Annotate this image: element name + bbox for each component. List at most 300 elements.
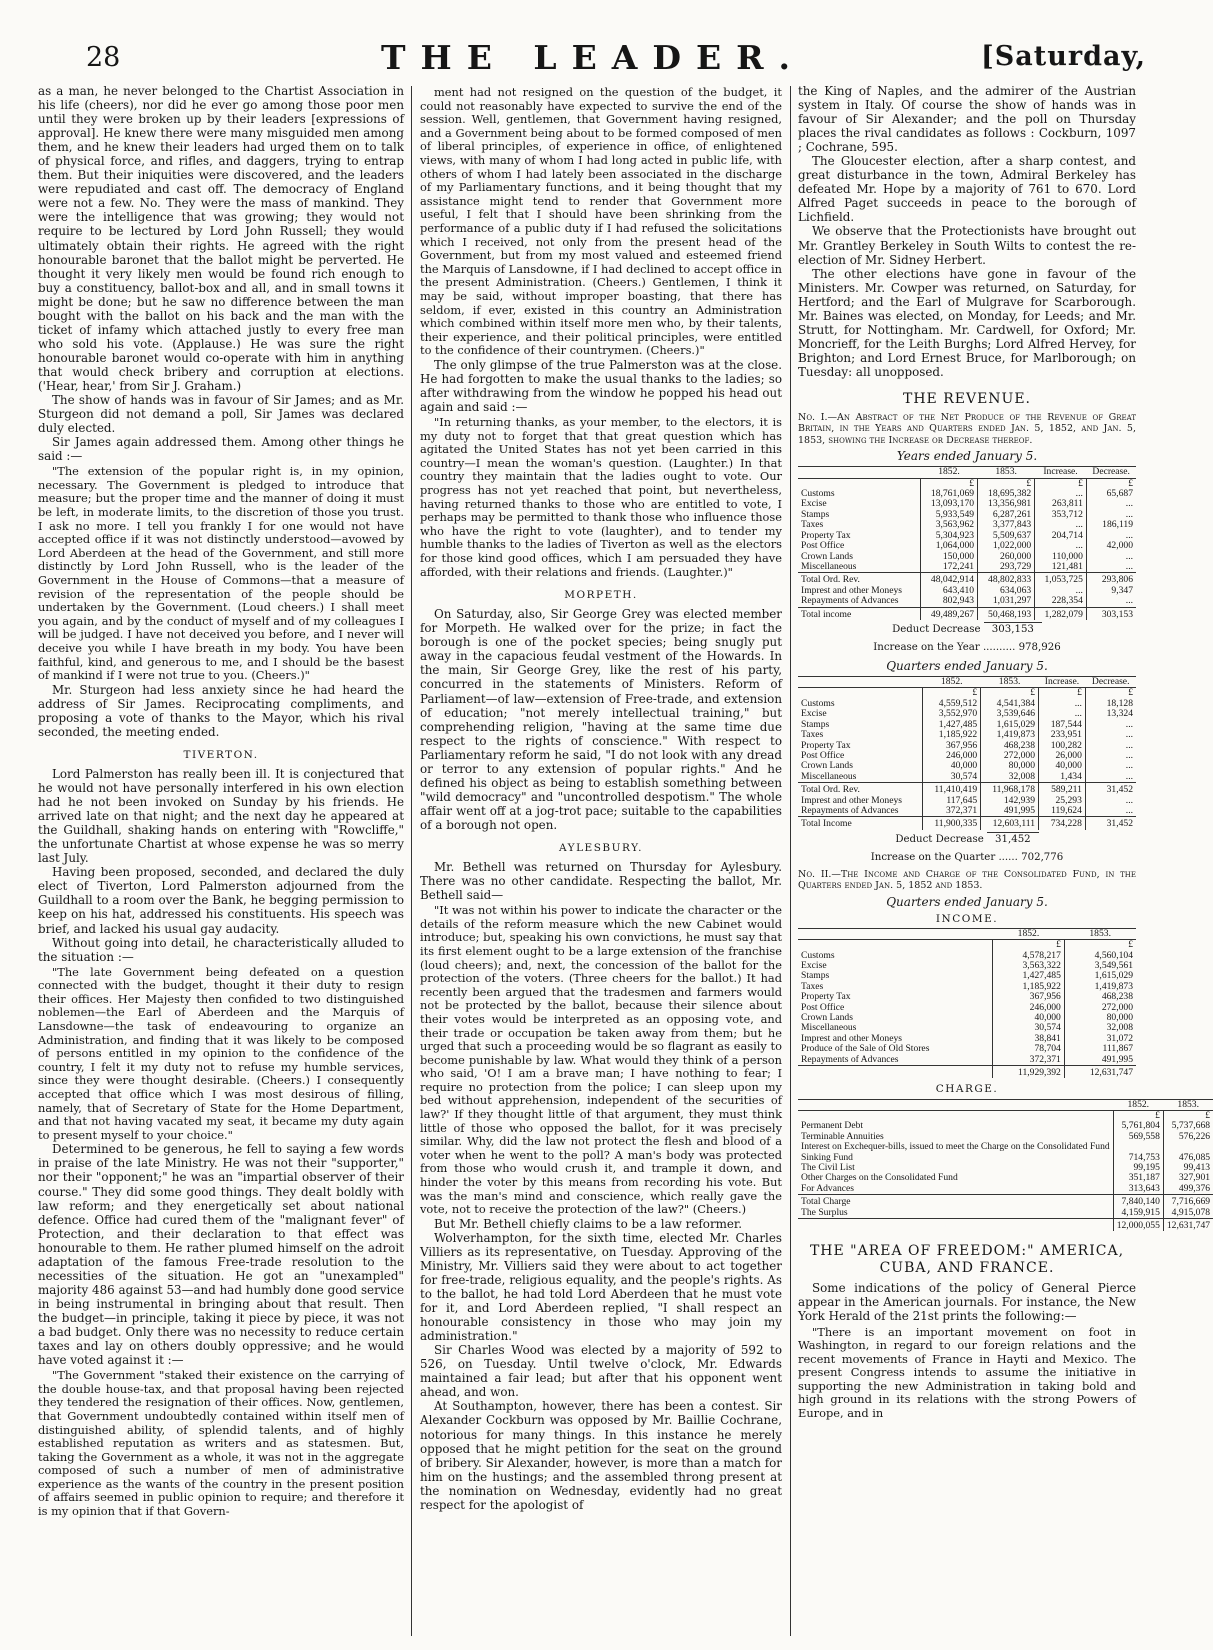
row-value: £ — [978, 478, 1035, 489]
paragraph: The show of hands was in favour of Sir James; and as Mr. Sturgeon did not demand a poll, Sir James was declared duly elected. — [38, 393, 404, 436]
row-value: 1,185,922 — [923, 730, 981, 740]
row-value: ... — [1035, 586, 1087, 596]
label: Increase on the Quarter — [870, 851, 996, 863]
row-value: 303,153 — [1086, 607, 1136, 620]
row-value: ... — [1085, 806, 1136, 817]
row-value: 40,000 — [1039, 761, 1086, 771]
table-row — [798, 562, 1136, 573]
row-value: 150,000 — [920, 552, 977, 562]
header-cell: 1853. — [978, 467, 1035, 478]
row-value: 5,761,804 — [1113, 1121, 1163, 1131]
table-row — [798, 992, 1136, 1002]
revenue-quarters-table — [798, 676, 1136, 830]
row-value: £ — [1113, 1110, 1163, 1121]
row-value — [1113, 1142, 1163, 1152]
row-value: 1,434 — [1039, 772, 1086, 783]
row-value: 31,452 — [1085, 817, 1136, 830]
row-value: 204,714 — [1035, 531, 1087, 541]
row-value: 499,376 — [1163, 1184, 1213, 1195]
header-cell: Increase. — [1035, 467, 1087, 478]
row-value: ... — [1086, 562, 1136, 573]
header-cell — [798, 1099, 1113, 1110]
masthead-day: [Saturday, — [981, 41, 1146, 72]
row-value: 372,371 — [923, 806, 981, 817]
paragraph: Without going into detail, he characteristically alluded to the situation :— — [38, 935, 404, 964]
row-value: £ — [981, 688, 1039, 699]
increase-line: Increase on the Year .......... 978,926 — [873, 641, 1061, 653]
label: Deduct Decrease — [892, 623, 981, 635]
row-label: Total Charge — [798, 1195, 1113, 1208]
table-row — [798, 1218, 1213, 1231]
row-value: £ — [1064, 940, 1136, 951]
row-value: 65,687 — [1086, 489, 1136, 499]
row-value: 11,410,419 — [923, 783, 981, 796]
paragraph: The only glimpse of the true Palmerston was at the close. He had forgotten to make the usual thanks to the ladies; so after withdrawing from the window he popped his head out again and said :— — [420, 357, 782, 415]
column-rule — [790, 86, 791, 1636]
row-label: Property Tax — [801, 739, 851, 751]
row-value: 80,000 — [1064, 1013, 1136, 1023]
row-label: Customs — [801, 697, 835, 709]
income-heading: INCOME. — [935, 912, 999, 925]
quotation: "There is an important movement on foot in Washington, in regard to our foreign relations and the recent movements of France in Hayti and Mexico. The present Congress intends to assume the initiative in supporting the new Administration in taking bold and high ground in its relations with the strong Powers of Europe, and in — [798, 1324, 1136, 1421]
paragraph: Some indications of the policy of General Pierce appear in the American journals. For instance, the New York Herald of the 21st prints the following:— — [798, 1281, 1136, 1324]
row-value: 25,293 — [1039, 796, 1086, 806]
row-value: 3,563,962 — [920, 520, 977, 530]
increase-line: Increase on the Quarter ...... 702,776 — [870, 851, 1064, 863]
header-cell: Increase. — [1039, 677, 1086, 688]
row-label: Post Office — [801, 1001, 845, 1013]
row-value: 13,356,981 — [978, 499, 1035, 509]
row-label: Sinking Fund — [801, 1151, 853, 1163]
table-row — [798, 1184, 1213, 1195]
masthead-title: THE LEADER. — [380, 38, 806, 77]
row-value: ... — [1085, 730, 1136, 740]
row-value: 4,159,915 — [1113, 1208, 1163, 1219]
row-value: 476,085 — [1163, 1153, 1213, 1163]
value: 31,452 — [987, 832, 1039, 847]
table-row — [798, 1066, 1136, 1079]
row-value: 228,354 — [1035, 596, 1087, 607]
quotation: "It was not within his power to indicate the character or the details of the reform measure which the new Cabinet would introduce; but, speaking his own convictions, he must say that its first element ought to be a large extension of the franchise (loud cheers); and, next, the concession of the ballot for the protection of the voters. (Three cheers for the ballot.) It had recently been argued that the tradesmen and farmers would not be protected by the ballot, because their silence about their votes would be interpreted as an opposing vote, and their trade or occupation be taken away from them; but he urged that such a proceeding would be so flagrant as easily to become punishable by law. What would they think of a person who said, 'O! I am a brave man; I have nothing to fear; I require no protection from the police; I can sleep upon my bed without apprehension, independent of the securities of law?' If they thought little of that argument, they must think little of those who opposed the ballot, for it was precisely similar. Why, did the law not protect the flesh and blood of a voter when he went to the poll? A man's body was protected from those who would crush it, and trample it down, and hinder the voter by this means from recording his vote. But was the man's mind and conscience, which really gave the vote, not to receive the protection of the law?" (Cheers.) — [420, 903, 782, 1217]
row-label: Taxes — [801, 729, 824, 741]
row-value: 142,939 — [981, 796, 1039, 806]
row-value: 5,737,668 — [1163, 1121, 1213, 1131]
row-label: Interest on Exchequer-bills, issued to meet the Charge on the Consolidated Fund — [801, 1141, 1110, 1153]
row-value: 13,093,170 — [920, 499, 977, 509]
consolidated-charge-table — [798, 1099, 1213, 1232]
row-value: ... — [1085, 796, 1136, 806]
row-label: Produce of the Sale of Old Stores — [801, 1043, 930, 1055]
row-value: 1,419,873 — [1064, 982, 1136, 992]
header-cell: 1853. — [1064, 928, 1136, 939]
row-value: 1,615,029 — [1064, 971, 1136, 981]
table-row — [798, 971, 1136, 981]
table-row — [798, 940, 1136, 951]
row-value: 7,840,140 — [1113, 1195, 1163, 1208]
paragraph: Sir Charles Wood was elected by a majority of 592 to 526, on Tuesday. Until twelve o'clock, Mr. Edwards maintained a fair lead; but after that his opponent went ahead, and won. — [420, 1343, 782, 1400]
row-label: Permanent Debt — [801, 1120, 864, 1132]
row-value: 11,968,178 — [981, 783, 1039, 796]
article-heading: THE "AREA OF FREEDOM:" AMERICA, CUBA, AND FRANCE. — [809, 1243, 1125, 1277]
value: 303,153 — [984, 622, 1042, 637]
row-value: 40,000 — [993, 1013, 1065, 1023]
row-value: 1,615,029 — [981, 720, 1039, 730]
row-label: Imprest and other Moneys — [801, 794, 902, 806]
row-label: Excise — [801, 708, 827, 720]
table-subheading: Years ended January 5. — [896, 449, 1038, 464]
quotation: "The late Government being defeated on a question connected with the budget, thought it their duty to resign their offices. Her Majesty then confided to two distinguished noblemen—the Earl of Aberdeen and the Marquis of Lansdowne—the task of endeavouring to organize an Administration, and finding that it was likely to be composed of persons entitled in my opinion to the confidence of the country, I felt it my duty not to refuse my humble services, since they were thought desirable. (Cheers.) I consequently accepted that office which I was most desirous of filling, namely, that of Secretary of State for the Home Department, and that not having vacated my seat, it became my duty again to present myself to your choice." — [38, 964, 404, 1142]
value: 978,926 — [1018, 641, 1061, 653]
row-value: 3,549,561 — [1064, 961, 1136, 971]
row-value: 4,915,078 — [1163, 1208, 1213, 1219]
row-value: £ — [1086, 478, 1136, 489]
header-cell: 1852. — [993, 928, 1065, 939]
deduct-decrease-line — [798, 622, 1136, 637]
row-value: 468,238 — [1064, 992, 1136, 1002]
row-value: 1,185,922 — [993, 982, 1065, 992]
row-value: 99,413 — [1163, 1163, 1213, 1173]
row-value: 367,956 — [923, 741, 981, 751]
table-row — [798, 1195, 1213, 1208]
row-value: 187,544 — [1039, 720, 1086, 730]
row-value: 26,000 — [1039, 751, 1086, 761]
row-value: 351,187 — [1113, 1173, 1163, 1183]
row-label: Total Income — [798, 817, 923, 830]
row-value: 491,995 — [981, 806, 1039, 817]
header-cell: Decrease. — [1085, 677, 1136, 688]
paragraph: The Gloucester election, after a sharp contest, and great disturbance in the town, Admiral Berkeley has defeated Mr. Hope by a majority of 761 to 670. Lord Alfred Paget succeeds in peace to the borough of Lichfield. — [798, 154, 1136, 225]
section-heading-morpeth: MORPETH. — [564, 589, 638, 602]
header-cell: 1852. — [1113, 1099, 1163, 1110]
header-cell: 1852. — [923, 677, 981, 688]
row-label: Customs — [801, 488, 835, 500]
row-value: 734,228 — [1039, 817, 1086, 830]
row-value: 589,211 — [1039, 783, 1086, 796]
row-label: Stamps — [801, 718, 830, 730]
row-value: 30,574 — [993, 1023, 1065, 1033]
column-rule — [411, 86, 412, 1636]
paragraph: Lord Palmerston has really been ill. It is conjectured that he would not have personally interfered in his own election had he not been invoked on Sunday by his friends. He arrived late on that night; and the next day he appeared at the Guildhall, shaking hands on entering with "Rowcliffe," the unfortunate Chartist at whose expense he was so merry last July. — [38, 767, 404, 866]
row-value: 293,806 — [1086, 573, 1136, 586]
paragraph: On Saturday, also, Sir George Grey was elected member for Morpeth. He walked over for the prize; in fact the borough is one of the pocket species; being snugly put away in the capacious feudal vestment of the Howards. In the main, Sir George Grey, like the rest of his party, concurred in the statements of Ministers. Reform of Parliament—of law—extension of Free-trade, and extension of education; "not merely intellectual training," but comprehending religion, "having at the same time due respect to the rights of conscience." With respect to Parliamentary reform he said, "I do not look with any dread or terror to any extension of popular rights." And he defined his object as being to establish something between "wild democracy" and "uncontrolled despotism." The whole affair went off at a jog-trot pace; suitable to the capabilities of a borough not open. — [420, 607, 782, 832]
header-cell — [798, 467, 920, 478]
table-header-row — [798, 677, 1136, 688]
row-value: 38,841 — [993, 1034, 1065, 1044]
row-label: The Civil List — [801, 1161, 855, 1173]
row-value: 48,042,914 — [920, 573, 977, 586]
table-subheading: Quarters ended January 5. — [886, 894, 1048, 909]
column-2 — [420, 84, 782, 1644]
row-value: 3,539,646 — [981, 709, 1039, 719]
row-value: ... — [1086, 552, 1136, 562]
row-value: 6,287,261 — [978, 510, 1035, 520]
row-value: ... — [1035, 489, 1087, 499]
row-value: 50,468,193 — [978, 607, 1035, 620]
quotation: "The Government "staked their existence on the carrying of the double house-tax, and that proposal having been rejected they tendered the resignation of their offices. Now, gentlemen, that Government undoubtedly contained within itself men of distinguished ability, of splendid talents, and of highly established reputation as writers and as statesmen. But, taking the Government as a whole, it was not in the aggregate composed of such a number of men of administrative experience as the wants of the country in the present position of affairs seemed in public opinion to require; and therefore it is my opinion that if that Govern- — [38, 1368, 404, 1519]
row-label: Repayments of Advances — [801, 1053, 899, 1065]
row-value: ... — [1085, 720, 1136, 730]
row-label: Miscellaneous — [801, 770, 857, 782]
row-label: Stamps — [801, 508, 830, 520]
row-label: Miscellaneous — [801, 1022, 857, 1034]
row-label: Repayments of Advances — [801, 595, 899, 607]
table-row — [798, 783, 1136, 796]
row-value: 1,427,485 — [993, 971, 1065, 981]
row-value: 569,558 — [1113, 1132, 1163, 1142]
row-value: 233,951 — [1039, 730, 1086, 740]
value: 702,776 — [1021, 851, 1064, 863]
paragraph: as a man, he never belonged to the Chartist Association in his life (cheers), nor did he ever go among those poor men until they were broken up by their leaders [expressions of approval]. He knew there were many misguided men among them, and he knew their leaders had urged them on to talk of physical force, and rifles, and daggers, trying to entrap them. But their iniquities were discovered, and the leaders were repudiated and cast off. The democracy of England were not a few. No. They were the mass of mankind. They were the intelligence that was growing; they would not require to be lectured by Lord John Russell; they would ultimately obtain their rights. He agreed with the right honourable baronet that the ballot might be perverted. He thought it very likely men would be found rich enough to buy a constituency, ballot-box and all, and in small towns it might be done; but he saw no difference between the man bought with the ballot on his back and the man with the ticket of infamy which attached justly to every free man who sold his vote. (Applause.) He was sure the right honourable baronet would co-operate with him in anything that would check bribery and corruption at elections. ('Hear, hear,' from Sir J. Graham.) — [38, 84, 404, 393]
quotation: "In returning thanks, as your member, to the electors, it is my duty not to forget that that great question which has agitated the United States has not yet been carried in this country—I mean the woman's question. (Laughter.) In that country they maintain that the ladies ought to vote. Our progress has not yet reached that point, but nevertheless, having returned thanks to those who are entitled to vote, I perhaps may be permitted to thank those who influence those who have the right to vote (laughter), and to tender my humble thanks to the ladies of Tiverton as well as the electors for those kind good offices, which I am persuaded they have afforded, with their relations and friends. (Laughter.)" — [420, 415, 782, 579]
row-value: 18,128 — [1085, 699, 1136, 709]
row-label: Crown Lands — [801, 1012, 853, 1024]
row-label: Terminable Annuities — [801, 1130, 884, 1142]
row-value: 4,541,384 — [981, 699, 1039, 709]
row-value: 5,933,549 — [920, 510, 977, 520]
paragraph: The other elections have gone in favour of the Ministers. Mr. Cowper was returned, on Saturday, for Hertford; and the Earl of Mulgrave for Scarborough. Mr. Baines was elected, on Monday, for Leeds; and Mr. Strutt, for Nottingham. Mr. Cardwell, for Oxford; Mr. Moncrieff, for the Leith Burghs; Lord Alfred Hervey, for Brighton; and Lord Ernest Bruce, for Marlborough; on Tuesday: all unopposed. — [798, 266, 1136, 379]
row-value: 1,022,000 — [978, 541, 1035, 551]
table-row — [798, 1055, 1136, 1066]
row-label: Post Office — [801, 540, 845, 552]
row-value: 78,704 — [993, 1044, 1065, 1054]
row-value: ... — [1085, 772, 1136, 783]
row-value: 32,008 — [1064, 1023, 1136, 1033]
quotation: ment had not resigned on the question of the budget, it could not reasonably have expected to survive the end of the session. Well, gentlemen, that Government having resigned, and a Government being about to be formed composed of men of liberal principles, of experience in office, of enlightened views, with many of whom I had long acted in public life, with others of whom I had lately been associated in the discharge of my Parliamentary functions, and it being thought that my assistance might tend to render that Government more useful, I felt that I should have been shrinking from the performance of a public duty if I had refused the solicitations which I received, not only from the present head of the Government, but from my most valued and esteemed friend the Marquis of Lansdowne, if I had declined to accept office in the present Administration. (Cheers.) Gentlemen, I think it may be said, without improper boasting, that there has seldom, if ever, existed in this country an Administration which combined within itself more men who, by their talents, their experience, and their political principles, were entitled to the confidence of their countrymen. (Cheers.)" — [420, 85, 782, 358]
row-value: 18,695,382 — [978, 489, 1035, 499]
paragraph: Mr. Bethell was returned on Thursday for Aylesbury. There was no other candidate. Respecting the ballot, Mr. Bethell said— — [420, 860, 782, 903]
row-value: 246,000 — [993, 1003, 1065, 1013]
row-value: 643,410 — [920, 586, 977, 596]
row-value: 313,643 — [1113, 1184, 1163, 1195]
table-row — [798, 596, 1136, 607]
row-label: Other Charges on the Consolidated Fund — [801, 1172, 958, 1184]
row-value: 4,560,104 — [1064, 951, 1136, 961]
row-value: £ — [1163, 1110, 1213, 1121]
row-value: 1,419,873 — [981, 730, 1039, 740]
row-label: Excise — [801, 959, 827, 971]
table-row — [798, 541, 1136, 551]
row-label: Repayments of Advances — [801, 804, 899, 816]
row-value: 1,282,079 — [1035, 607, 1087, 620]
row-label: Total Ord. Rev. — [798, 783, 923, 796]
paragraph: But Mr. Bethell chiefly claims to be a law reformer. — [434, 1216, 743, 1231]
row-label — [798, 940, 993, 951]
paragraph: the King of Naples, and the admirer of the Austrian system in Italy. Of course the show of hands was in favour of Sir Alexander; and the poll on Thursday places the rival candidates as follows : Cockburn, 1097 ; Cochrane, 595. — [798, 84, 1136, 155]
row-label: Crown Lands — [801, 760, 853, 772]
row-value: ... — [1086, 499, 1136, 509]
row-label: Taxes — [801, 519, 824, 531]
table-caption: No. II.—The Income and Charge of the Consolidated Fund, in the Quarters ended Jan. 5, 1852 and 1853. — [798, 868, 1136, 892]
row-value: ... — [1035, 541, 1087, 551]
table-header-row — [798, 1099, 1213, 1110]
row-value: 12,631,747 — [1163, 1218, 1213, 1231]
row-value: £ — [1039, 688, 1086, 699]
row-value: 42,000 — [1086, 541, 1136, 551]
header-cell: Decrease. — [1086, 467, 1136, 478]
table-row — [798, 817, 1136, 830]
row-value: 272,000 — [1064, 1003, 1136, 1013]
row-value: 3,563,322 — [993, 961, 1065, 971]
row-value: 634,063 — [978, 586, 1035, 596]
row-value: 5,509,637 — [978, 531, 1035, 541]
row-value: ... — [1035, 520, 1087, 530]
table-header-row — [798, 928, 1136, 939]
row-value: 367,956 — [993, 992, 1065, 1002]
row-value: 11,900,335 — [923, 817, 981, 830]
row-value: £ — [920, 478, 977, 489]
row-value: ... — [1039, 699, 1086, 709]
quotation: "The extension of the popular right is, in my opinion, necessary. The Government is pledged to introduce that measure; but the proper time and the manner of doing it must be left, in moderate limits, to the discretion of those you trust. I ask no more. I tell you frankly I for one would not have accepted office if it was not distinctly understood—avowed by Lord Aberdeen at the head of the Government, and still more distinctly by Lord John Russell, who is the leader of the Government in the House of Commons—that a measure of revision of the representation of the people should be undertaken by the Government. (Loud cheers.) I shall meet you again, and by the conduct of myself and of my colleagues I will be judged. I have not deceived you before, and I never will deceive you while I have breath in my body. You have been faithful, kind, and generous to me, and I should be the basest of mankind if I were not true to you. (Cheers.)" — [38, 464, 404, 683]
row-value: 12,000,055 — [1113, 1218, 1163, 1231]
row-value: 31,452 — [1085, 783, 1136, 796]
row-value: 468,238 — [981, 741, 1039, 751]
row-value: 576,226 — [1163, 1132, 1213, 1142]
row-value: 4,578,217 — [993, 951, 1065, 961]
header-cell: 1853. — [1163, 1099, 1213, 1110]
row-value: £ — [923, 688, 981, 699]
table-row — [798, 1142, 1213, 1152]
row-value: 49,489,267 — [920, 607, 977, 620]
row-value: ... — [1039, 709, 1086, 719]
row-value: 327,901 — [1163, 1173, 1213, 1183]
row-value: 117,645 — [923, 796, 981, 806]
row-value: ... — [1085, 741, 1136, 751]
row-value: 121,481 — [1035, 562, 1087, 573]
row-value: 18,761,069 — [920, 489, 977, 499]
row-value: £ — [993, 940, 1065, 951]
table-row — [798, 961, 1136, 971]
table-caption: No. I.—An Abstract of the Net Produce of the Revenue of Great Britain, in the Years and Quarters ended Jan. 5, 1852, and Jan. 5, 1853, showing the Increase or Decrease thereof. — [798, 411, 1136, 446]
deduct-decrease-line — [798, 832, 1136, 847]
row-value: 3,377,843 — [978, 520, 1035, 530]
table-row — [798, 1208, 1213, 1219]
paragraph: Mr. Sturgeon had less anxiety since he had heard the address of Sir James. Reciprocating compliments, and proposing a vote of thanks to the Mayor, which his rival seconded, the meeting ended. — [38, 682, 404, 739]
row-value: ... — [1085, 751, 1136, 761]
header-cell: 1853. — [981, 677, 1039, 688]
row-value: 1,031,297 — [978, 596, 1035, 607]
table-row — [798, 772, 1136, 783]
consolidated-income-table — [798, 928, 1136, 1079]
row-value: 119,624 — [1039, 806, 1086, 817]
paragraph: Sir James again addressed them. Among other things he said :— — [38, 435, 404, 464]
row-value: £ — [1085, 688, 1136, 699]
row-label: Excise — [801, 498, 827, 510]
page-header — [40, 38, 1146, 78]
row-label: Imprest and other Moneys — [801, 584, 902, 596]
row-value: 353,712 — [1035, 510, 1087, 520]
row-value: £ — [1035, 478, 1087, 489]
table-header-row — [798, 467, 1136, 478]
row-value: 7,716,669 — [1163, 1195, 1213, 1208]
row-label: Crown Lands — [801, 550, 853, 562]
row-label: Imprest and other Moneys — [801, 1032, 902, 1044]
row-value: 13,324 — [1085, 709, 1136, 719]
section-heading-aylesbury: AYLESBURY. — [559, 841, 643, 854]
column-1 — [38, 84, 404, 1644]
row-value: 80,000 — [981, 761, 1039, 771]
row-value: 272,000 — [981, 751, 1039, 761]
table-subheading: Quarters ended January 5. — [886, 659, 1048, 674]
row-value: 263,811 — [1035, 499, 1087, 509]
row-value: 186,119 — [1086, 520, 1136, 530]
row-label — [798, 1218, 1113, 1231]
row-label: Miscellaneous — [801, 560, 857, 572]
row-value: 48,802,833 — [978, 573, 1035, 586]
row-label: Total Ord. Rev. — [798, 573, 920, 586]
table-row — [798, 951, 1136, 961]
row-value: 12,603,111 — [981, 817, 1039, 830]
table-row — [798, 607, 1136, 620]
row-value — [1163, 1142, 1213, 1152]
row-value: 260,000 — [978, 552, 1035, 562]
row-label: The Surplus — [801, 1206, 848, 1218]
row-value: 32,008 — [981, 772, 1039, 783]
header-cell — [798, 928, 993, 939]
row-value: 172,241 — [920, 562, 977, 573]
table-row — [798, 730, 1136, 740]
label: Deduct Decrease — [895, 833, 984, 845]
paragraph: Having been proposed, seconded, and declared the duly elect of Tiverton, Lord Palmerston adjourned from the Guildhall to a room over the Bank, he begging permission to keep on his hat, addressed his constituents. His speech was brief, and lacked his usual gay audacity. — [38, 865, 404, 936]
revenue-heading: THE REVENUE. — [902, 390, 1032, 407]
row-value: 5,304,923 — [920, 531, 977, 541]
row-label: Stamps — [801, 970, 830, 982]
row-value: 1,427,485 — [923, 720, 981, 730]
section-heading-tiverton: TIVERTON. — [183, 748, 259, 761]
row-value: 1,064,000 — [920, 541, 977, 551]
row-value: 40,000 — [923, 761, 981, 771]
row-value: ... — [1086, 531, 1136, 541]
table-row — [798, 806, 1136, 817]
row-label: Total income — [798, 607, 920, 620]
row-value: 9,347 — [1086, 586, 1136, 596]
row-value: 110,000 — [1035, 552, 1087, 562]
column-3 — [798, 84, 1211, 1644]
row-value: 111,867 — [1064, 1044, 1136, 1054]
row-label: Customs — [801, 949, 835, 961]
page-number: 28 — [86, 42, 121, 73]
row-value: 293,729 — [978, 562, 1035, 573]
row-label: Property Tax — [801, 991, 851, 1003]
row-value: 100,282 — [1039, 741, 1086, 751]
row-value: 1,053,725 — [1035, 573, 1087, 586]
row-value: 714,753 — [1113, 1153, 1163, 1163]
header-cell — [798, 677, 923, 688]
charge-heading: CHARGE. — [935, 1083, 999, 1096]
header-cell: 1852. — [920, 467, 977, 478]
label: Increase on the Year — [873, 641, 980, 653]
row-value: 30,574 — [923, 772, 981, 783]
row-label: Post Office — [801, 749, 845, 761]
row-value: 11,929,392 — [993, 1066, 1065, 1079]
paragraph: Determined to be generous, he fell to saying a few words in praise of the late Ministry. He was not their "supporter," nor their "opponent;" he was an "impartial observer of their course." They did some good things. They dealt boldly with law reform; and they energetically set about national defence. Office had cured them of the "malignant fever" of Protection, and their declaration to that effect was honourable to them. He rather plumed himself on the adroit adaptation of the famous Free-trade resolution to the necessities of the situation. He got an "unexampled" majority 486 against 53—and had humbly done good service in being instrumental in bringing about that result. Then the budget—in principle, taking it piece by piece, it was not a bad budget. Only there was no necessity to reduce certain taxes and lay on others doubly oppressive; and he would have voted against it :— — [38, 1142, 404, 1368]
row-label: Taxes — [801, 980, 824, 992]
paragraph: We observe that the Protectionists have brought out Mr. Grantley Berkeley in South Wilts to contest the re-election of Mr. Sidney Herbert. — [798, 224, 1136, 267]
row-value: ... — [1086, 510, 1136, 520]
paragraph: At Southampton, however, there has been a contest. Sir Alexander Cockburn was opposed by Mr. Baillie Cochrane, notorious for many things. In this instance he merely opposed that he might petition for the seat on the ground of bribery. Sir Alexander, however, is more than a match for him on the hustings; and the assembled throng present at the nomination on Wednesday, evidently had no great respect for the apologist of — [420, 1399, 782, 1512]
row-label: Property Tax — [801, 529, 851, 541]
row-value: 3,552,970 — [923, 709, 981, 719]
row-value: 99,195 — [1113, 1163, 1163, 1173]
row-label — [798, 1066, 993, 1079]
row-value: ... — [1085, 761, 1136, 771]
row-value: 491,995 — [1064, 1055, 1136, 1066]
row-label: For Advances — [801, 1182, 855, 1194]
row-value: 802,943 — [920, 596, 977, 607]
row-value: 31,072 — [1064, 1034, 1136, 1044]
row-value: 246,000 — [923, 751, 981, 761]
row-value: ... — [1086, 596, 1136, 607]
paragraph: Wolverhampton, for the sixth time, elected Mr. Charles Villiers as its representative, on Tuesday. Approving of the Ministry, Mr. Villiers said they were about to act together for free-trade, religious equality, and the people's rights. As to the ballot, he had told Lord Aberdeen that he must vote for it, and Lord Aberdeen replied, "I shall respect an honourable consistency in those who may join my administration." — [420, 1230, 782, 1344]
